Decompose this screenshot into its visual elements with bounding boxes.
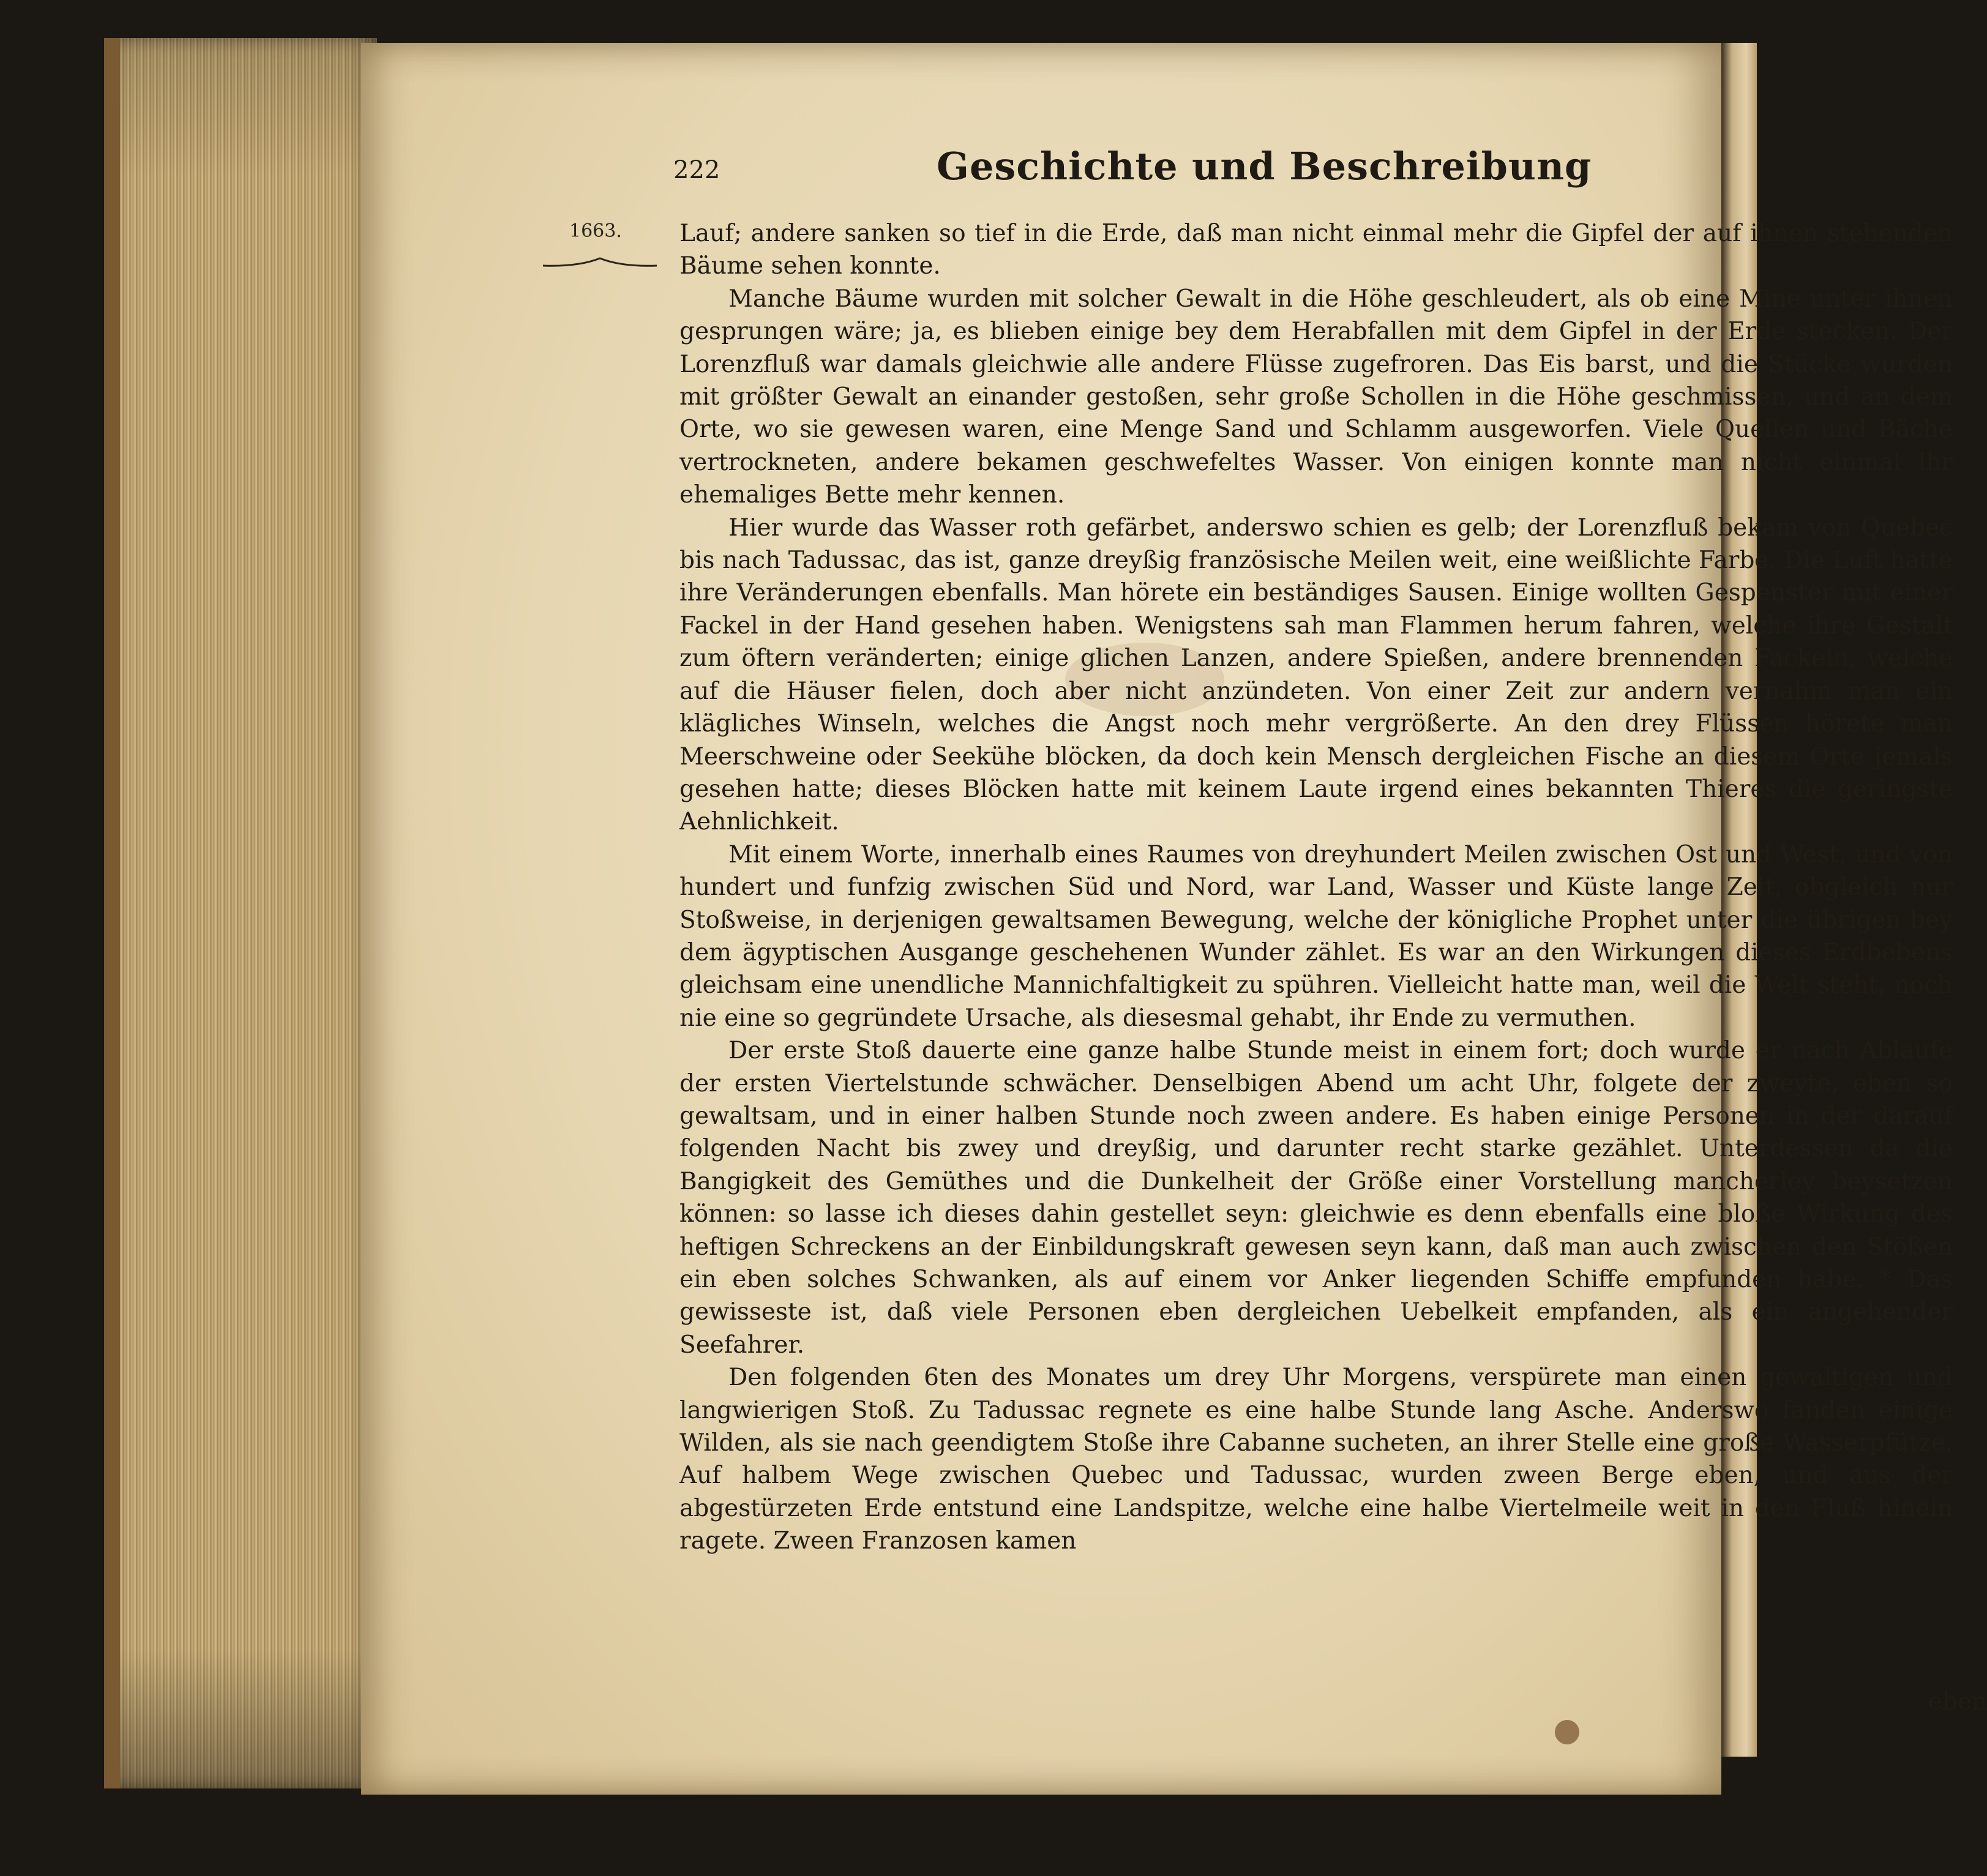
margin-year-note: 1663.: [569, 220, 622, 242]
ink-blot: [1555, 1720, 1579, 1744]
paragraph: Manche Bäume wurden mit solcher Gewalt in die Höhe geschleudert, als ob eine Mine unter ihnen gesprungen wäre; ja, es blieben einige bey dem Herabfallen mit dem Gipfel in der Erde stecken. Der Lorenzfluß war damals gleichwie alle andere Flüsse zugefroren. Das Eis barst, und die Stücke wurden mit größter Gewalt an einander gestoßen, sehr große Schollen in die Höhe geschmissen, und an dem Orte, wo sie gewesen waren, eine Menge Sand und Schlamm ausgeworfen. Viele Quellen und Bäche vertrockneten, andere bekamen geschwefeltes Wasser. Von einigen konnte man nicht einmal ihr ehemaliges Bette mehr kennen.: [679, 285, 1953, 509]
body-text: [679, 217, 1953, 1558]
paragraph: Mit einem Worte, innerhalb eines Raumes von dreyhundert Meilen zwischen Ost und West, und von hundert und funfzig zwischen Süd und Nord, war Land, Wasser und Küste lange Zeit, obgleich nur Stoßweise, in derjenigen gewaltsamen Bewegung, welche der königliche Prophet unter die übrigen bey dem ägyptischen Ausgange geschehenen Wunder zählet. Es war an den Wirkungen dieses Erdbebens gleichsam eine unendliche Mannichfaltigkeit zu spühren. Vielleicht hatte man, weil die Welt steht, noch nie eine so gegründete Ursache, als diesesmal gehabt, ihr Ende zu vermuthen.: [679, 840, 1953, 1032]
page-number: 222: [673, 156, 720, 184]
book-page-edges: [104, 38, 377, 1788]
paragraph: Hier wurde das Wasser roth gefärbet, anderswo schien es gelb; der Lorenzfluß bekam von Quebec bis nach Tadussac, das ist, ganze dreyßig französische Meilen weit, eine weißlichte Farbe. Die Luft hatte ihre Veränderungen ebenfalls. Man hörete ein beständiges Sausen. Einige wollten Gespenster mit einer Fackel in der Hand gesehen haben. Wenigstens sah man Flammen herum fahren, welche ihre Gestalt zum öftern veränderten; einige glichen Lanzen, andere Spießen, andere brennenden Fackeln, welche auf die Häuser fielen, doch aber nicht anzündeten. Von einer Zeit zur andern vernahm man ein klägliches Winseln, welches die Angst noch mehr vergrößerte. An den drey Flüssen hörete man Meerschweine oder Seekühe blöcken, da doch kein Mensch dergleichen Fische an diesem Orte jemals gesehen hatte; dieses Blöcken hatte mit keinem Laute irgend eines bekannten Thieres die geringste Aehnlichkeit.: [679, 514, 1953, 836]
running-title: Geschichte und Beschreibung: [937, 144, 1592, 189]
page-header: [673, 144, 1775, 199]
paragraph: Den folgenden 6ten des Monates um drey Uhr Morgens, verspürete man einen gewaltigen und langwierigen Stoß. Zu Tadussac regnete es eine halbe Stunde lang Asche. Anderswo fanden einige Wilden, als sie nach geendigtem Stoße ihre Cabanne sucheten, an ihrer Stelle eine große Wasserpfütze. Auf halbem Wege zwischen Quebec und Tadussac, wurden zween Berge eben, und aus der abgestürzeten Erde entstund eine Landspitze, welche eine halbe Viertelmeile weit in den Fluß hinein ragete. Zween Franzosen kamen: [679, 1364, 1953, 1555]
paragraph: Lauf; andere sanken so tief in die Erde, daß man nicht einmal mehr die Gipfel der auf ihnen stehenden Bäume sehen konnte.: [679, 220, 1953, 280]
catchword: eben: [1928, 1688, 1987, 1716]
book-page: [361, 43, 1987, 1795]
paragraph: Der erste Stoß dauerte eine ganze halbe Stunde meist in einem fort; doch wurde er nach Ablaufe der ersten Viertelstunde schwächer. Denselbigen Abend um acht Uhr, folgete der zweyte, eben so gewaltsam, und in einer halben Stunde noch zween andere. Es haben einige Personen in der darauf folgenden Nacht bis zwey und dreyßig, und darunter recht starke gezählet. Unterdessen da die Bangigkeit des Gemüthes und die Dunkelheit der Größe einer Vorstellung mancherley beysetzen können: so lasse ich dieses dahin gestellet seyn: gleichwie es denn ebenfalls eine bloße Wirkung des heftigen Schreckens an der Einbildungskraft gewesen seyn kann, daß man auch zwischen den Stößen ein eben solches Schwanken, als auf einem vor Anker liegenden Schiffe empfunden habe. * Das gewisseste ist, daß viele Personen eben dergleichen Uebelkeit empfanden, als ein angehender Seefahrer.: [679, 1037, 1953, 1359]
margin-brace-icon: [542, 252, 658, 271]
